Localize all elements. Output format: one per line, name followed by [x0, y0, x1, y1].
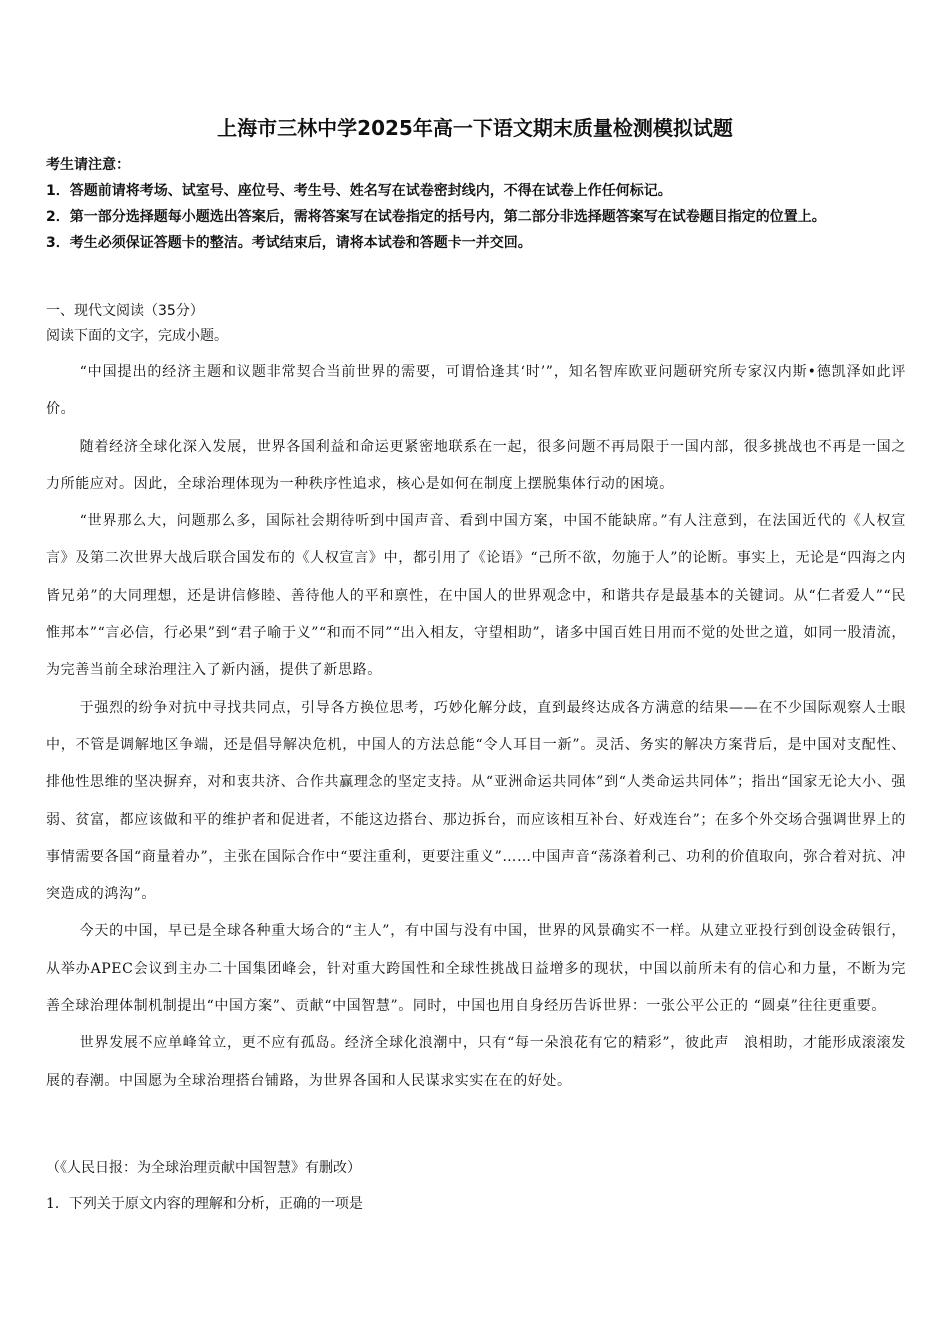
article-paragraph: 今天的中国，早已是全球各种重大场合的“主人”，有中国与没有中国，世界的风景确实不一样。从建立亚投行到创设金砖银行，从举办APEC会议到主办二十国集团峰会，针对重大跨国性和全球性挑战日益增多的现状，中国以前所未有的信心和力量，不断为完善全球治理体制机制提出“中国方案”、贡献“中国智慧”。同时，中国也用自身经历告诉世界：一张公平公正的 “圆桌”往往更重要。 [46, 923, 906, 1015]
section-instruction: 阅读下面的文字，完成小题。 [46, 328, 228, 344]
article-source: （《人民日报：为全球治理贡献中国智慧》有删改） [46, 1160, 361, 1176]
article-paragraph: 于强烈的纷争对抗中寻找共同点，引导各方换位思考，巧妙化解分歧，直到最终达成各方满意的结果——在不少国际观察人士眼中，不管是调解地区争端，还是倡导解决危机，中国人的方法总能“令人耳目一新”。灵活、务实的解决方案背后，是中国对支配性、排他性思维的坚决摒弃，对和衷共济、合作共赢理念的坚定支持。从“亚洲命运共同体”到“人类命运共同体”；指出“国家无论大小、强弱、贫富，都应该做和平的维护者和促进者，不能这边搭台、那边拆台，而应该相互补台、好戏连台”；在多个外交场合强调世界上的事情需要各国“商量着办”，主张在国际合作中“要注重利，更要注重义”……中国声音“荡涤着利己、功利的价值取向，弥合着对抗、冲突造成的鸿沟”。 [46, 699, 906, 903]
question-1-stem: 1．下列关于原文内容的理解和分析，正确的一项是 [46, 1196, 363, 1212]
notice-item: 3．考生必须保证答题卡的整洁。考试结束后，请将本试卷和答题卡一并交回。 [46, 235, 532, 251]
notice-item: 2．第一部分选择题每小题选出答案后，需将答案写在试卷指定的括号内，第二部分非选择题答案写在试卷题目指定的位置上。 [46, 209, 826, 225]
article-paragraph: “中国提出的经济主题和议题非常契合当前世界的需要，可谓恰逢其‘时’”，知名智库欧亚问题研究所专家汉内斯•德凯泽如此评价。 [46, 364, 906, 418]
article-paragraph: “世界那么大，问题那么多，国际社会期待听到中国声音、看到中国方案，中国不能缺席。”有人注意到，在法国近代的《人权宣言》及第二次世界大战后联合国发布的《人权宣言》中，都引用了《论语》“己所不欲，勿施于人”的论断。事实上，无论是“四海之内皆兄弟”的大同理想，还是讲信修睦、善待他人的平和禀性，在中国人的世界观念中，和谐共存是最基本的关键词。从“仁者爱人”“民惟邦本”“言必信，行必果”到“君子喻于义”“和而不同”“出入相友，守望相助”，诸多中国百姓日用而不觉的处世之道，如同一股清流，为完善当前全球治理注入了新内涵，提供了新思路。 [46, 513, 906, 679]
notice-item: 1．答题前请将考场、试室号、座位号、考生号、姓名写在试卷密封线内，不得在试卷上作任何标记。 [46, 183, 672, 199]
page-title: 上海市三林中学2025年高一下语文期末质量检测模拟试题 [217, 116, 733, 140]
article-paragraph: 随着经济全球化深入发展，世界各国利益和命运更紧密地联系在一起，很多问题不再局限于一国内部，很多挑战也不再是一国之力所能应对。因此，全球治理体现为一种秩序性追求，核心是如何在制度上摆脱集体行动的困境。 [46, 438, 906, 492]
section-heading: 一、现代文阅读（35分） [46, 303, 204, 319]
notice-heading: 考生请注意： [46, 157, 130, 173]
article-paragraph: 世界发展不应单峰耸立，更不应有孤岛。经济全球化浪潮中，只有“每一朵浪花有它的精彩”，彼此声 浪相助，才能形成滚滚发展的春潮。中国愿为全球治理搭台铺路，为世界各国和人民谋求实实在在的好处。 [46, 1035, 906, 1089]
article-body [46, 354, 906, 1100]
exam-notice [46, 152, 906, 256]
